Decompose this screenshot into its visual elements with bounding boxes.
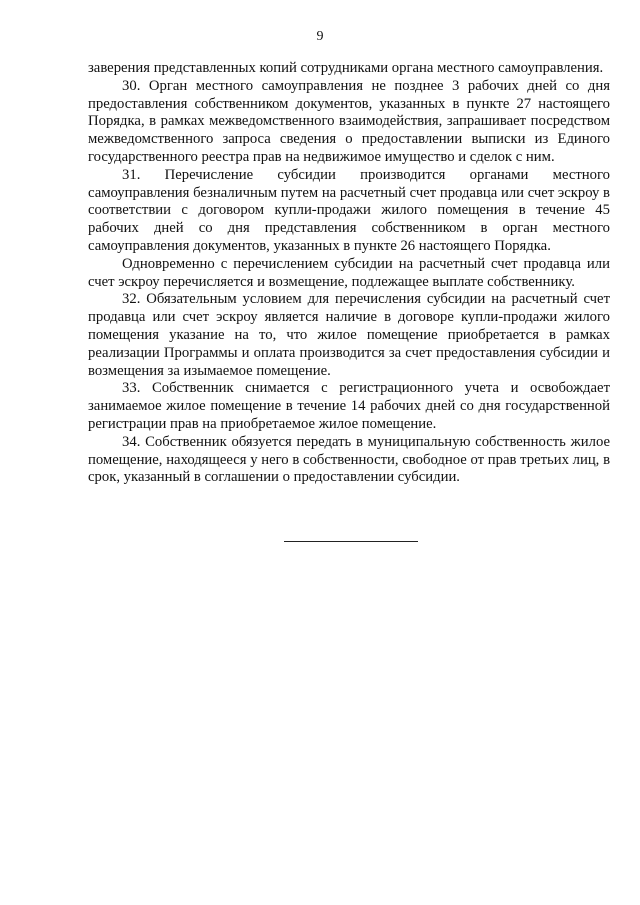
paragraph-item-33: 33. Собственник снимается с регистрационного учета и освобождает занимаемое жилое помещение в течение 14 рабочих дней со дня государственной регистрации прав на приобретаемое жилое помещение. [88,380,610,432]
page-number: 9 [316,29,324,44]
paragraph-item-31: 31. Перечисление субсидии производится органами местного самоуправления безналичным путем на расчетный счет продавца или счет эскроу в соответствии с договором купли-продажи жилого помещения в течение 45 рабочих дней со дня представления собственником в орган местного самоуправления документов, указанных в пункте 26 настоящего Порядка. [88,166,610,254]
paragraph-item-34: 34. Собственник обязуется передать в муниципальную собственность жилое помещение, находящееся у него в собственности, свободное от прав третьих лиц, в срок, указанный в соглашении о предоставлении субсидии. [88,433,610,486]
document-body [88,60,610,487]
paragraph-item-31-addendum: Одновременно с перечислением субсидии на расчетный счет продавца или счет эскроу перечисляется и возмещение, подлежащее выплате собственнику. [88,255,610,290]
paragraph-continuation: заверения представленных копий сотрудниками органа местного самоуправления. [88,60,604,76]
paragraph-item-30: 30. Орган местного самоуправления не позднее 3 рабочих дней со дня предоставления собственником документов, указанных в пункте 27 настоящего Порядка, в рамках межведомственного взаимодействия, запрашивает посредством межведомственного запроса сведения о предоставлении выписки из Единого государственного реестра прав на недвижимое имущество и сделок с ним. [88,77,610,165]
paragraph-item-32: 32. Обязательным условием для перечисления субсидии на расчетный счет продавца или счет эскроу является наличие в договоре купли-продажи жилого помещения указание на то, что жилое помещение приобретается в рамках реализации Программы и оплата производится за счет предоставления субсидии и возмещения за изымаемое помещение. [88,291,610,379]
end-separator-line [284,541,418,542]
